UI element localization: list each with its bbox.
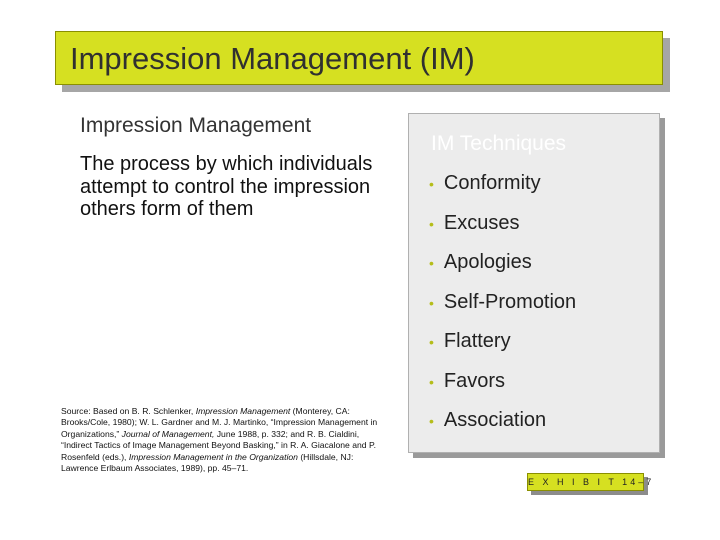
techniques-list <box>429 172 576 449</box>
slide-title: Impression Management (IM) <box>70 41 475 76</box>
bullet-icon: • <box>429 373 434 390</box>
list-item: • Flattery <box>429 330 511 352</box>
list-item: • Excuses <box>429 211 520 234</box>
list-item: • Apologies <box>429 251 532 273</box>
bullet-icon: • <box>429 255 434 271</box>
bullet-icon: • <box>429 215 434 232</box>
list-item: • Favors <box>429 369 506 392</box>
bullet-icon: • <box>429 294 434 311</box>
bullet-icon: • <box>429 176 434 192</box>
techniques-panel <box>408 113 660 453</box>
definition-text: The process by which individuals attempt to control the impression others form of them <box>80 153 373 220</box>
title-banner <box>55 31 663 85</box>
techniques-heading: IM Techniques <box>431 132 567 155</box>
bullet-icon: • <box>429 334 434 350</box>
source-citation: Source: Based on B. R. Schlenker, Impression Management (Monterey, CA: Brooks/Cole, 1980); W. L. Gardner and M. J. Martinko, “Impression Management in Organizations,” Journal of Management, June 1988, p. 332; and R. B. Cialdini, “Indirect Tactics of Image Management Beyond Basking,” in R. A. Giacalone and P. Rosenfeld (eds.), Impression Management in the Organization (Hillsdale, NJ: Lawrence Erlbaum Associates, 1989), pp. 45–71. <box>61 406 378 474</box>
list-item: • Conformity <box>429 172 541 194</box>
exhibit-label: E X H I B I T 14–7 <box>527 473 644 491</box>
list-item: • Self-Promotion <box>429 290 577 313</box>
list-item: • Association <box>429 409 547 431</box>
bullet-icon: • <box>429 413 434 429</box>
definition-heading: Impression Management <box>80 114 312 137</box>
